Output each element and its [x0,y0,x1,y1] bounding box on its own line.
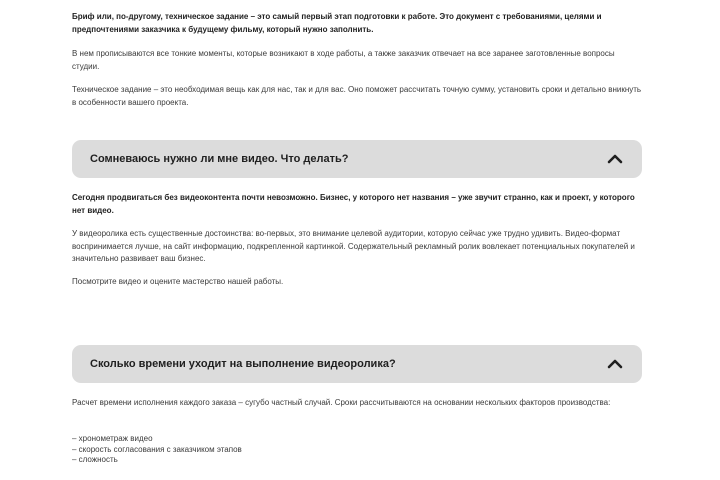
faq-answer-1 [72,192,642,217]
intro-paragraph-2: В нем прописываются все тонкие моменты, которые возникают в ходе работы, а также заказчик отвечает на все заранее заготовленные вопросы студии. [72,49,615,71]
faq-answer-1-body [72,228,642,266]
faq-answer-1-footer [72,276,642,289]
faq-answer-1-paragraph-3: Посмотрите видео и оцените мастерство нашей работы. [72,277,284,286]
faq-question-1[interactable] [72,140,642,178]
list-item: – сложность [72,455,118,464]
intro-section [72,11,642,36]
faq-answer-1-paragraph-2: У видеоролика есть существенные достоинства: во-первых, это внимание целевой аудитории, которую сейчас уже трудно удивить. Видео-формат воспринимается лучше, на сайт информацию, подкрепленной картинкой. Содержательный рекламный ролик вовлекает потенциальных покупателей и значительно развивает ваш бизнес. [72,229,635,263]
intro-paragraph-1: Бриф или, по-другому, техническое задание – это самый первый этап подготовки к работе. Это документ с требованиями, целями и предпочтениями заказчика к будущему фильму, который нужно заполнить. [72,12,602,34]
faq-answer-2 [72,397,642,410]
production-factors-list [72,434,642,466]
faq-answer-2-list-wrap [72,434,642,466]
intro-section-3 [72,84,642,109]
intro-paragraph-3: Техническое задание – это необходимая вещь как для нас, так и для вас. Оно поможет рассчитать точную сумму, установить сроки и детально вникнуть в особенности вашего проекта. [72,85,642,107]
list-item: – хронометраж видео [72,434,153,443]
list-item: – скорость согласования с заказчиком этапов [72,444,242,454]
chevron-up-icon[interactable] [606,355,624,373]
faq-question-2-title: Сколько времени уходит на выполнение видеоролика? [90,358,396,370]
intro-section-2 [72,48,642,73]
faq-question-1-title: Сомневаюсь нужно ли мне видео. Что делать? [90,153,349,165]
faq-answer-1-lead: Сегодня продвигаться без видеоконтента почти невозможно. Бизнес, у которого нет названия – уже звучит странно, как и проект, у которого нет видео. [72,193,635,215]
faq-question-2[interactable] [72,345,642,383]
chevron-up-icon[interactable] [606,150,624,168]
faq-answer-2-paragraph-1: Расчет времени исполнения каждого заказа – сугубо частный случай. Сроки рассчитываются на основании нескольких факторов производства: [72,398,611,407]
